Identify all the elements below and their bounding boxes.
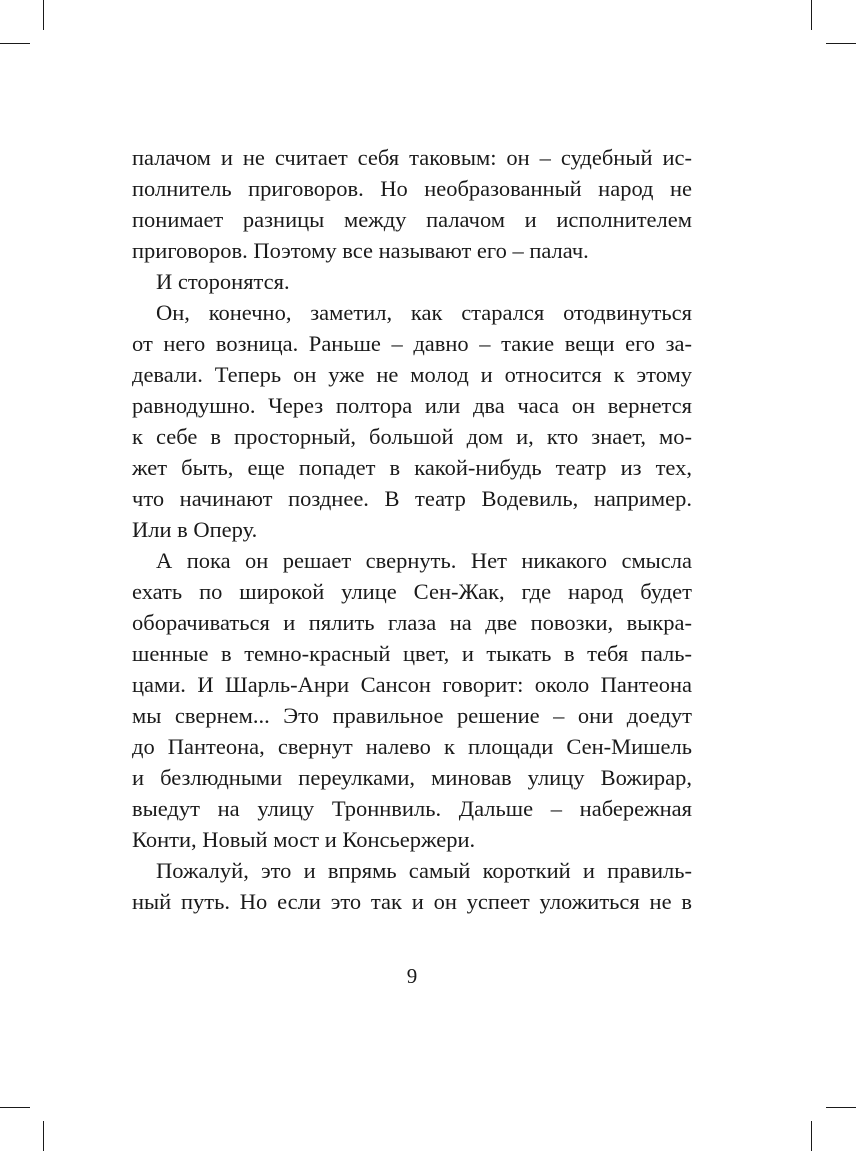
text-line: приговоров. Поэтому все называют его – палач. (132, 238, 589, 263)
page-number: 9 (406, 964, 418, 988)
text-line: жет быть, еще попадет в какой-нибудь театр из тех, (132, 455, 692, 480)
text-line: А пока он решает свернуть. Нет никакого смысла (156, 548, 692, 573)
text-line: к себе в просторный, большой дом и, кто знает, мо- (132, 424, 692, 449)
text-line: Или в Оперу. (132, 517, 258, 542)
text-line: цами. И Шарль-Анри Сансон говорит: около Пантеона (132, 672, 692, 697)
text-line: выедут на улицу Троннвиль. Дальше – набережная (132, 796, 692, 821)
crop-mark-top-left-vertical (43, 0, 44, 30)
crop-mark-bottom-left-horizontal (0, 1107, 30, 1108)
text-line: ехать по широкой улице Сен-Жак, где народ будет (132, 579, 692, 604)
text-line: оборачиваться и пялить глаза на две повозки, выкра- (132, 610, 692, 635)
text-line: мы свернем... Это правильное решение – они доедут (132, 703, 692, 728)
text-line: полнитель приговоров. Но необразованный народ не (132, 176, 692, 201)
text-line: Он, конечно, заметил, как старался отодвинуться (156, 300, 692, 325)
text-line: девали. Теперь он уже не молод и относится к этому (132, 362, 692, 387)
text-line: и безлюдными переулками, миновав улицу Вожирар, (132, 765, 692, 790)
text-line: равнодушно. Через полтора или два часа он вернется (132, 393, 692, 418)
text-line: шенные в темно-красный цвет, и тыкать в тебя паль- (132, 641, 692, 666)
text-line: что начинают позднее. В театр Водевиль, например. (132, 486, 692, 511)
text-line: палачом и не считает себя таковым: он – судебный ис- (132, 145, 692, 170)
crop-mark-bottom-right-horizontal (826, 1107, 856, 1108)
crop-mark-top-right-vertical (811, 0, 812, 30)
text-line: понимает разницы между палачом и исполнителем (132, 207, 692, 232)
text-line: Пожалуй, это и впрямь самый короткий и правиль- (156, 858, 692, 883)
crop-mark-bottom-left-vertical (43, 1121, 44, 1151)
crop-mark-top-left-horizontal (0, 43, 30, 44)
text-line: Конти, Новый мост и Консьержери. (132, 827, 476, 852)
text-line: от него возница. Раньше – давно – такие вещи его за- (132, 331, 692, 356)
text-line: до Пантеона, свернут налево к площади Сен-Мишель (132, 734, 692, 759)
crop-mark-top-right-horizontal (826, 43, 856, 44)
text-line: И сторонятся. (156, 269, 290, 294)
text-line: ный путь. Но если это так и он успеет уложиться не в (132, 889, 692, 914)
body-text (132, 142, 692, 917)
crop-mark-bottom-right-vertical (811, 1121, 812, 1151)
